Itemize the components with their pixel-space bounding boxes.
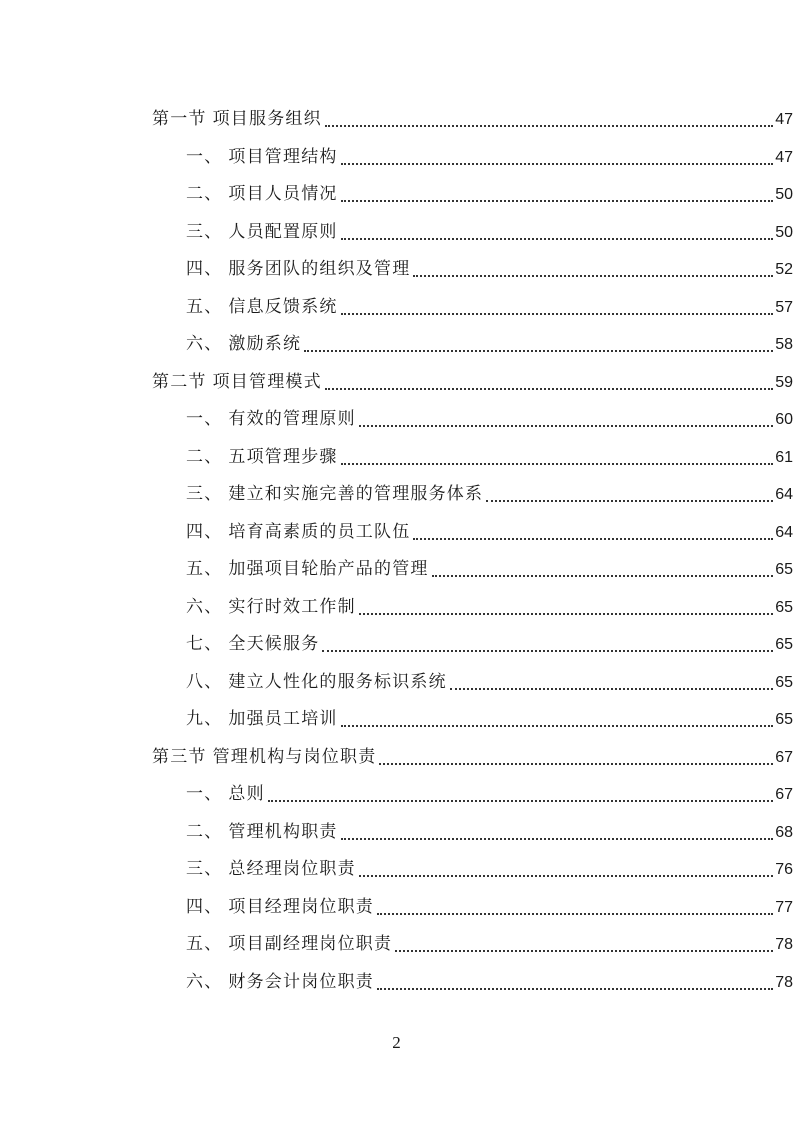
toc-entry-title: 项目人员情况 (228, 184, 338, 204)
toc-dot-leader (359, 589, 773, 627)
toc-entry-number: 一、 (186, 784, 223, 804)
toc-entry-label (186, 589, 356, 627)
toc-entry-line (186, 589, 793, 627)
toc-entry-label (152, 364, 322, 402)
toc-page-number: 61 (775, 448, 793, 466)
toc-entry-line (152, 364, 793, 402)
toc-dot-leader (486, 476, 773, 514)
toc-subsection-entry[interactable] (0, 664, 793, 702)
toc-entry-line (186, 476, 793, 514)
toc-entry-title: 建立人性化的服务标识系统 (228, 671, 447, 692)
toc-dot-leader (325, 364, 773, 402)
toc-entry-number: 六、 (186, 334, 223, 354)
toc-dot-leader (341, 701, 774, 739)
toc-entry-label (186, 926, 392, 964)
toc-entry-number: 二、 (186, 446, 223, 467)
toc-entry-number: 五、 (186, 934, 223, 954)
toc-dot-leader (359, 401, 773, 439)
toc-dot-leader (341, 439, 774, 477)
toc-entry-label (186, 176, 338, 214)
toc-page-number: 58 (775, 336, 793, 353)
toc-entry-number: 八、 (186, 671, 223, 692)
toc-entry-number: 四、 (186, 259, 223, 279)
toc-subsection-entry[interactable] (0, 964, 793, 1002)
toc-subsection-entry[interactable] (0, 889, 793, 927)
toc-entry-label (152, 101, 322, 139)
toc-subsection-entry[interactable] (0, 776, 793, 814)
toc-entry-line (186, 439, 793, 477)
toc-subsection-entry[interactable] (0, 214, 793, 252)
toc-entry-line (186, 514, 793, 552)
toc-entry-number: 三、 (186, 221, 223, 242)
toc-entry-number: 三、 (186, 859, 223, 879)
toc-entry-number: 第二节 (152, 371, 207, 392)
toc-entry-line (186, 926, 793, 964)
toc-entry-number: 五、 (186, 296, 223, 317)
toc-entry-label (186, 701, 338, 739)
toc-subsection-entry[interactable] (0, 701, 793, 739)
toc-subsection-entry[interactable] (0, 926, 793, 964)
toc-dot-leader (322, 626, 773, 664)
toc-entry-line (152, 101, 793, 139)
toc-section-entry[interactable] (0, 739, 793, 777)
toc-page-number: 57 (775, 298, 793, 316)
toc-dot-leader (304, 326, 773, 364)
toc-dot-leader (341, 289, 774, 327)
toc-subsection-entry[interactable] (0, 139, 793, 177)
toc-entry-number: 四、 (186, 521, 223, 542)
toc-page-number: 65 (775, 711, 793, 728)
toc-subsection-entry[interactable] (0, 289, 793, 327)
toc-entry-label (186, 851, 356, 889)
toc-entry-label (186, 664, 447, 702)
toc-entry-title: 实行时效工作制 (228, 596, 356, 617)
toc-entry-label (152, 739, 376, 777)
toc-entry-label (186, 326, 301, 364)
toc-subsection-entry[interactable] (0, 326, 793, 364)
toc-entry-label (186, 889, 374, 927)
toc-subsection-entry[interactable] (0, 814, 793, 852)
toc-dot-leader (432, 551, 774, 589)
toc-entry-title: 总经理岗位职责 (228, 859, 356, 879)
toc-dot-leader (450, 664, 773, 702)
toc-page-number: 52 (775, 261, 793, 278)
toc-entry-label (186, 139, 338, 177)
toc-page-number: 59 (775, 373, 793, 391)
toc-entry-line (186, 289, 793, 327)
toc-entry-line (186, 326, 793, 364)
toc-page-number: 65 (775, 598, 793, 616)
toc-dot-leader (325, 101, 773, 139)
toc-entry-line (186, 176, 793, 214)
toc-dot-leader (341, 214, 774, 252)
toc-entry-label (186, 214, 338, 252)
toc-entry-number: 二、 (186, 821, 223, 842)
toc-subsection-entry[interactable] (0, 476, 793, 514)
toc-entry-line (152, 739, 793, 777)
toc-entry-label (186, 439, 338, 477)
toc-dot-leader (395, 926, 773, 964)
toc-entry-number: 一、 (186, 409, 223, 429)
toc-entry-line (186, 139, 793, 177)
toc-entry-line (186, 251, 793, 289)
toc-entry-number: 七、 (186, 634, 223, 654)
toc-entry-number: 第一节 (152, 109, 207, 129)
toc-entry-label (186, 551, 429, 589)
toc-page-number: 47 (775, 148, 793, 166)
toc-entry-title: 项目管理模式 (212, 371, 322, 392)
toc-page-number: 67 (775, 786, 793, 803)
toc-entry-title: 培育高素质的员工队伍 (228, 521, 411, 542)
toc-entry-line (186, 551, 793, 589)
toc-entry-line (186, 776, 793, 814)
toc-entry-line (186, 814, 793, 852)
toc-subsection-entry[interactable] (0, 401, 793, 439)
toc-subsection-entry[interactable] (0, 439, 793, 477)
toc-page-number: 76 (775, 861, 793, 878)
toc-page-number: 64 (775, 486, 793, 503)
toc-entry-title: 项目经理岗位职责 (228, 896, 375, 917)
toc-entry-number: 第三节 (152, 746, 207, 767)
toc-entry-title: 激励系统 (228, 334, 302, 354)
toc-entry-label (186, 251, 410, 289)
toc-subsection-entry[interactable] (0, 851, 793, 889)
table-of-contents (0, 101, 793, 1001)
toc-dot-leader (341, 176, 774, 214)
toc-entry-title: 加强项目轮胎产品的管理 (228, 559, 429, 579)
toc-entry-line (186, 964, 793, 1002)
toc-page-number: 68 (775, 823, 793, 841)
toc-entry-number: 六、 (186, 596, 223, 617)
toc-entry-number: 一、 (186, 146, 223, 167)
toc-page-number: 65 (775, 673, 793, 691)
toc-dot-leader (341, 139, 774, 177)
toc-entry-line (186, 626, 793, 664)
toc-section-entry[interactable] (0, 364, 793, 402)
toc-entry-number: 四、 (186, 896, 223, 917)
toc-subsection-entry[interactable] (0, 551, 793, 589)
toc-entry-number: 六、 (186, 971, 223, 992)
toc-dot-leader (413, 251, 773, 289)
toc-dot-leader (413, 514, 773, 552)
toc-entry-label (186, 776, 265, 814)
toc-entry-title: 项目服务组织 (212, 109, 322, 129)
toc-entry-title: 项目副经理岗位职责 (228, 934, 393, 954)
toc-dot-leader (359, 851, 773, 889)
toc-entry-title: 管理机构与岗位职责 (212, 746, 377, 767)
toc-entry-line (186, 701, 793, 739)
toc-page-number: 67 (775, 748, 793, 766)
toc-entry-title: 信息反馈系统 (228, 296, 338, 317)
toc-entry-title: 有效的管理原则 (228, 409, 356, 429)
toc-page-number: 47 (775, 111, 793, 128)
toc-page-number: 65 (775, 561, 793, 578)
page-number: 2 (392, 1033, 401, 1052)
toc-section-entry[interactable] (0, 101, 793, 139)
toc-entry-label (186, 514, 410, 552)
toc-subsection-entry[interactable] (0, 251, 793, 289)
toc-dot-leader (379, 739, 773, 777)
toc-entry-label (186, 964, 374, 1002)
toc-subsection-entry[interactable] (0, 514, 793, 552)
toc-entry-label (186, 626, 319, 664)
toc-entry-line (186, 664, 793, 702)
toc-dot-leader (341, 814, 774, 852)
toc-entry-title: 财务会计岗位职责 (228, 971, 375, 992)
toc-page-number: 78 (775, 973, 793, 991)
toc-entry-title: 全天候服务 (228, 634, 320, 654)
toc-entry-title: 项目管理结构 (228, 146, 338, 167)
toc-subsection-entry[interactable] (0, 589, 793, 627)
toc-page-number: 78 (775, 936, 793, 953)
toc-entry-label (186, 814, 338, 852)
toc-dot-leader (377, 889, 773, 927)
toc-dot-leader (268, 776, 773, 814)
toc-page-number: 64 (775, 523, 793, 541)
toc-entry-title: 管理机构职责 (228, 821, 338, 842)
toc-entry-number: 三、 (186, 484, 223, 504)
toc-entry-title: 人员配置原则 (228, 221, 338, 242)
toc-entry-title: 加强员工培训 (228, 709, 338, 729)
toc-subsection-entry[interactable] (0, 176, 793, 214)
toc-entry-line (186, 214, 793, 252)
toc-page-number: 50 (775, 223, 793, 241)
toc-entry-title: 服务团队的组织及管理 (228, 259, 411, 279)
toc-entry-line (186, 401, 793, 439)
toc-entry-title: 五项管理步骤 (228, 446, 338, 467)
toc-entry-line (186, 889, 793, 927)
toc-entry-title: 总则 (228, 784, 265, 804)
toc-entry-title: 建立和实施完善的管理服务体系 (228, 484, 484, 504)
toc-dot-leader (377, 964, 773, 1002)
toc-entry-label (186, 476, 483, 514)
toc-entry-number: 二、 (186, 184, 223, 204)
toc-entry-label (186, 401, 356, 439)
toc-entry-line (186, 851, 793, 889)
toc-subsection-entry[interactable] (0, 626, 793, 664)
toc-page-number: 50 (775, 186, 793, 203)
toc-entry-label (186, 289, 338, 327)
toc-page-number: 60 (775, 411, 793, 428)
toc-entry-number: 九、 (186, 709, 223, 729)
toc-entry-number: 五、 (186, 559, 223, 579)
toc-page-number: 65 (775, 636, 793, 653)
toc-page-number: 77 (775, 898, 793, 916)
